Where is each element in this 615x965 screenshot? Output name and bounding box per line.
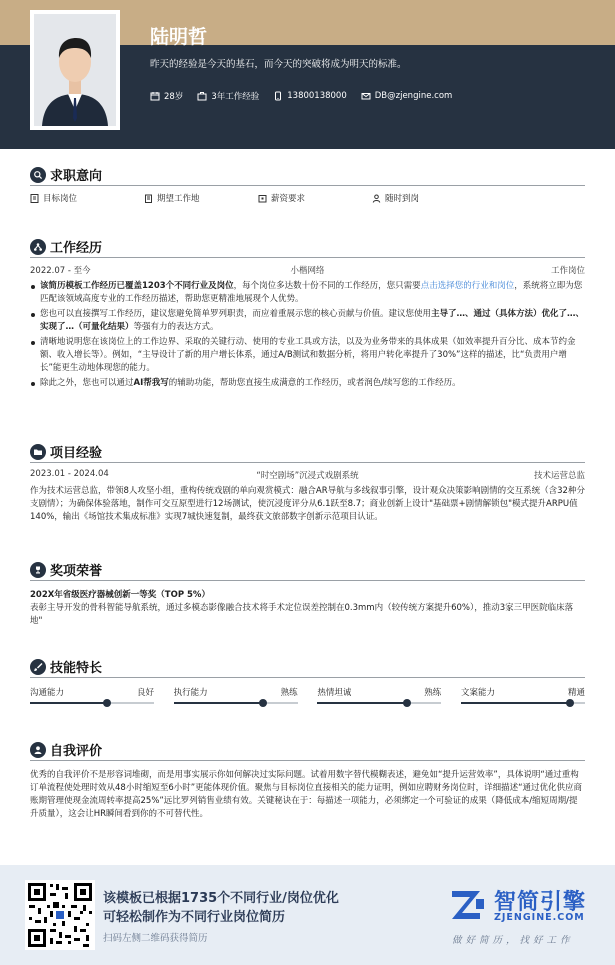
skill-bar-fill xyxy=(30,702,107,704)
info-experience xyxy=(197,90,259,102)
work-bullet-4 xyxy=(30,377,585,390)
skill-item xyxy=(30,686,154,704)
intent-availability xyxy=(372,192,486,204)
section-skills-header xyxy=(30,658,585,678)
brand-slogan: 做好简历，找好工作 xyxy=(452,935,574,946)
work-bullets xyxy=(30,280,585,390)
skill-bar xyxy=(174,702,298,704)
skill-name: 执行能力 xyxy=(173,688,208,698)
work-company: 小楷网络 xyxy=(290,266,325,276)
mail-icon xyxy=(361,91,371,101)
self-eval-text: 优秀的自我评价不是形容词堆砌，而是用事实展示你如何解决过实际问题。试着用数字替代模糊表述，避免如“提升运营效率”，具体说明“通过重构订单流程使处理时效从48小时缩短至6小时”更能体现价值。聚焦与目标岗位直接相关的能力证明，例如应聘财务岗位时，详细描述“通过优化供应商账期管理使现金流周转率提高25%”远比罗列销售业绩有效。关键秘诀在于：每描述一项能力，必须绑定一个可验证的成果（降低成本/缩短周期/提升质量），这会让HR瞬间看到你的不可替代性。 xyxy=(30,770,583,819)
skill-item xyxy=(317,686,441,704)
user-icon xyxy=(30,742,46,758)
work-bullet-4-c: 的辅助功能，帮助您直接生成满意的工作经历，或者润色/续写您的工作经历。 xyxy=(168,378,461,388)
skill-bar-dot xyxy=(566,699,574,707)
promo-hint: 扫码左侧二维码获得简历 xyxy=(103,933,208,944)
section-intent xyxy=(30,166,585,204)
section-awards-title: 奖项荣誉 xyxy=(50,564,103,579)
skill-bar-dot xyxy=(403,699,411,707)
select-industry-link[interactable]: 点击选择您的行业和岗位 xyxy=(420,281,515,291)
section-work xyxy=(30,238,585,392)
intent-target-position-label: 目标岗位 xyxy=(43,194,78,204)
work-role: 工作岗位 xyxy=(550,266,585,276)
skills-row xyxy=(30,686,585,704)
skill-name: 文案能力 xyxy=(460,688,495,698)
skill-level-label: 熟练 xyxy=(280,688,298,698)
section-project-title: 项目经验 xyxy=(50,446,103,461)
skill-bar xyxy=(317,702,441,704)
project-name: “时空剧场”沉浸式戏剧系统 xyxy=(256,471,359,481)
skill-level-label: 精通 xyxy=(567,688,585,698)
skill-bar-dot xyxy=(259,699,267,707)
section-self-eval-header xyxy=(30,741,585,761)
phone-icon xyxy=(273,91,283,101)
intent-salary-label: 薪资要求 xyxy=(271,194,306,204)
section-intent-header xyxy=(30,166,585,186)
work-bullet-2-bold: 主导了…、通过（具体方法）优化了…、实现了…（可量化结果） xyxy=(40,309,585,332)
info-age-text: 28岁 xyxy=(164,92,184,102)
project-date: 2023.01 - 2024.04 xyxy=(30,469,109,479)
info-email-text: DB@zjengine.com xyxy=(374,91,453,101)
skill-item xyxy=(174,686,298,704)
wallet-icon xyxy=(258,194,267,203)
info-age xyxy=(150,90,183,102)
section-self-eval-title: 自我评价 xyxy=(50,744,103,759)
briefcase-icon xyxy=(197,91,207,101)
search-icon xyxy=(30,167,46,183)
intent-availability-label: 随时到岗 xyxy=(385,194,420,204)
work-bullet-2-a: 您也可以直接撰写工作经历，建议您避免简单罗列职责，而应着重展示您的核心贡献与价值。建议您使用 xyxy=(40,309,432,319)
brush-icon xyxy=(30,659,46,675)
brand-domain: ZJENGINE.COM xyxy=(494,912,585,923)
work-bullet-2-c: 等强有力的表达方式。 xyxy=(133,322,219,332)
work-bullet-4-bold: AI帮我写 xyxy=(133,378,169,388)
skill-bar-fill xyxy=(461,702,570,704)
avatar xyxy=(30,10,120,130)
intent-row xyxy=(30,192,585,204)
skill-name: 热情坦诚 xyxy=(317,688,352,698)
candidate-motto: 昨天的经验是今天的基石，而今天的突破将成为明天的标准。 xyxy=(150,59,407,70)
work-bullet-3: 清晰地说明您在该岗位上的工作边界、采取的关键行动、使用的专业工具或方法，以及为业务带来的具体成果（如效率提升百分比、成本节约金额、收入增长等）。例如，“主导设计了新的用户增长体系，通过A/B测试和数据分析，将用户转化率提升了30%”这样的描述，比“负责用户增长”能更生动地体现您的能力。 xyxy=(30,336,585,375)
work-bullet-1-bold: 该简历模板工作经历已覆盖1203个不同行业及岗位 xyxy=(40,281,234,291)
section-project xyxy=(30,443,585,524)
project-entry-header xyxy=(30,469,585,481)
project-description: 作为技术运营总监，带领8人攻坚小组，重构传统戏剧的单向观赏模式：融合AR导航与多线叙事引擎，设计观众决策影响剧情的交互系统（含32种分支剧情）；为确保体验落地，制作可交互原型进行12场测试，使沉浸度评分从6.1跃至8.7；商业创新上设计"基础票+剧情解锁包"模式提升ARPU值140%，输出《场馆技术集成标准》实现7城快速复制，最终获文旅部数字创新示范项目认证。 xyxy=(30,486,585,522)
skill-item xyxy=(461,686,585,704)
intent-location-label: 期望工作地 xyxy=(157,194,200,204)
skill-bar-fill xyxy=(174,702,263,704)
project-role: 技术运营总监 xyxy=(533,471,585,481)
promo-banner xyxy=(0,865,615,965)
candidate-name: 陆明哲 xyxy=(150,26,208,48)
folder-icon xyxy=(30,444,46,460)
info-email xyxy=(361,91,453,101)
section-skills-title: 技能特长 xyxy=(50,661,103,676)
work-date: 2022.07 - 至今 xyxy=(30,266,91,276)
intent-location xyxy=(144,192,258,204)
skill-name: 沟通能力 xyxy=(30,688,65,698)
info-experience-text: 3年工作经验 xyxy=(211,92,260,102)
info-phone xyxy=(273,91,347,101)
section-work-title: 工作经历 xyxy=(50,241,103,256)
work-bullet-1-end: ，系统将立即为您匹配该领域高度专业的工作经历描述，帮助您更精准地展现个人优势。 xyxy=(40,281,583,304)
calendar-icon xyxy=(150,91,160,101)
skill-bar-fill xyxy=(317,702,406,704)
skill-level-label: 良好 xyxy=(136,688,154,698)
work-bullet-1-text: ，每个岗位多达数十份不同的工作经历，您只需要 xyxy=(233,281,421,291)
qr-code[interactable] xyxy=(25,880,95,950)
skill-bar xyxy=(461,702,585,704)
skill-bar xyxy=(30,702,154,704)
award-description: 表彰主导开发的骨科智能导航系统，通过多模态影像融合技术将手术定位误差控制在0.3mm内（较传统方案提升60%），推动3家三甲医院临床落地" xyxy=(30,603,574,626)
section-work-header xyxy=(30,238,585,258)
promo-subheadline: 可轻松制作为不同行业岗位简历 xyxy=(103,910,286,925)
work-bullet-2 xyxy=(30,308,585,334)
person-icon xyxy=(372,194,381,203)
building-icon xyxy=(144,194,153,203)
section-project-header xyxy=(30,443,585,463)
info-phone-text: 13800138000 xyxy=(287,91,347,101)
award-title: 202X年省级医疗器械创新一等奖（TOP 5%） xyxy=(30,590,210,600)
intent-salary xyxy=(258,192,372,204)
section-self-eval xyxy=(30,741,585,821)
zjengine-logo-icon xyxy=(450,887,486,923)
section-skills xyxy=(30,658,585,704)
promo-headline: 该模板已根据1735个不同行业/岗位优化 xyxy=(103,891,339,906)
work-bullet-1 xyxy=(30,280,585,306)
section-awards xyxy=(30,561,585,628)
work-entry-header xyxy=(30,264,585,276)
section-intent-title: 求职意向 xyxy=(50,169,103,184)
id-card-icon xyxy=(30,194,39,203)
contact-info-row xyxy=(150,90,452,102)
skill-level-label: 熟练 xyxy=(424,688,442,698)
trophy-icon xyxy=(30,562,46,578)
section-awards-header xyxy=(30,561,585,581)
intent-target-position xyxy=(30,192,144,204)
brand-name: 智简引擎 xyxy=(494,890,587,915)
network-icon xyxy=(30,239,46,255)
skill-bar-dot xyxy=(103,699,111,707)
work-bullet-4-a: 除此之外，您也可以通过 xyxy=(40,378,134,388)
